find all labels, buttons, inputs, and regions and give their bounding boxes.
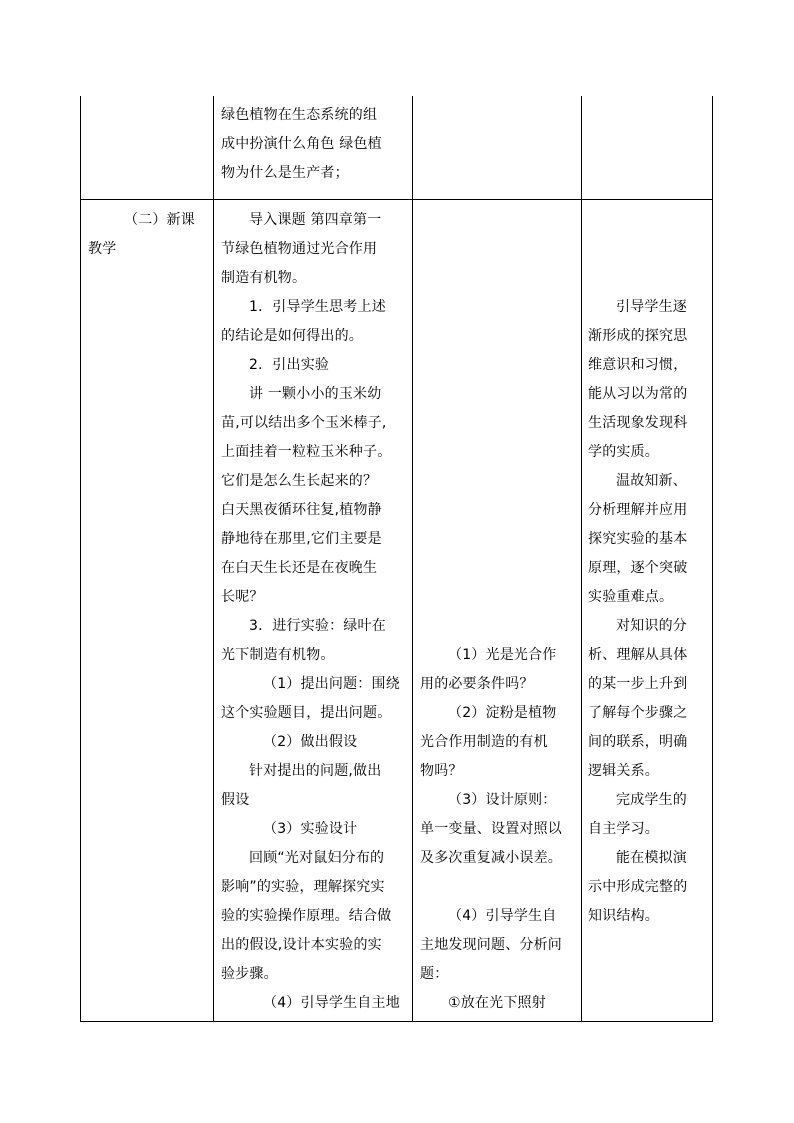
student-line: 主地发现问题、分析问 [420, 937, 562, 953]
table-border-bottom [80, 1021, 713, 1022]
stage-line: 教学 [88, 241, 117, 257]
student-line: 物吗？ [420, 763, 463, 779]
teacher-line: （3）实验设计 [263, 821, 358, 837]
intent-line: 分析理解并应用 [588, 502, 688, 518]
intent-line: 渐形成的探究思 [588, 328, 688, 344]
teacher-line: 静地待在那里,它们主要是 [221, 531, 382, 547]
stage-cell [88, 206, 195, 264]
teacher-line: 影响”的实验，理解探究实 [221, 879, 385, 895]
student-line: ①放在光下照射 [448, 995, 546, 1011]
intent-line: 了解每个步骤之 [588, 705, 688, 721]
intent-line: 能从习以为常的 [588, 386, 688, 402]
intent-line: 知识结构。 [588, 908, 659, 924]
intent-line: 对知识的分 [616, 618, 687, 634]
student-line: （1）光是光合作 [448, 647, 557, 663]
teacher-line: 苗,可以结出多个玉米棒子, [221, 415, 387, 431]
intent-line: 的某一步上升到 [588, 676, 688, 692]
intent-line: 学的实质。 [588, 444, 659, 460]
teacher-line: 长呢？ [221, 589, 264, 605]
stage-line: （二）新课 [124, 212, 195, 228]
intent-line: 原理，逐个突破 [588, 560, 688, 576]
design-intent-cell [588, 293, 687, 931]
intent-line: 完成学生的 [616, 792, 687, 808]
intent-line: 维意识和习惯， [588, 357, 688, 373]
teacher-line: 这个实验题目，提出问题。 [221, 705, 392, 721]
intent-line: 实验重难点。 [588, 589, 674, 605]
teacher-line: 在白天生长还是在夜晚生 [221, 560, 378, 576]
teacher-line: 假设 [221, 792, 250, 808]
teacher-line: 上面挂着一粒粒玉米种子。 [221, 444, 392, 460]
teacher-line: 的结论是如何得出的。 [221, 328, 363, 344]
intent-line: 析、理解从具体 [588, 647, 688, 663]
student-line: （3）设计原则： [448, 792, 557, 808]
table-border-right [712, 96, 713, 1022]
teacher-line: 回顾“光对鼠妇分布的 [249, 850, 385, 866]
content-line: 成中扮演什么角色 绿色植 [221, 136, 382, 152]
teacher-line: 光下制造有机物。 [221, 647, 335, 663]
top-row-content-cell [221, 101, 382, 188]
teacher-line: 白天黑夜循环往复,植物静 [221, 502, 382, 518]
intent-line: 温故知新、 [616, 473, 687, 489]
teacher-line: 验步骤。 [221, 966, 278, 982]
row-divider [80, 199, 713, 200]
teacher-line: 讲 一颗小小的玉米幼 [249, 386, 382, 402]
intent-line: 间的联系，明确 [588, 734, 688, 750]
intent-line: 能在模拟演 [616, 850, 687, 866]
teacher-line: 针对提出的问题,做出 [249, 763, 382, 779]
student-line: 及多次重复减小误差。 [420, 850, 562, 866]
intent-line: 引导学生逐 [616, 299, 687, 315]
column-divider-2 [412, 96, 413, 1022]
intent-line: 探究实验的基本 [588, 531, 688, 547]
intent-line: 自主学习。 [588, 821, 659, 837]
teacher-line: 2．引出实验 [249, 357, 330, 373]
column-divider-1 [213, 96, 214, 1022]
spacer [420, 873, 562, 902]
teacher-line: 节绿色植物通过光合作用 [221, 241, 378, 257]
content-line: 绿色植物在生态系统的组 [221, 107, 378, 123]
teacher-line: （4）引导学生自主地 [263, 995, 400, 1011]
student-line: 光合作用制造的有机 [420, 734, 548, 750]
teacher-line: （2）做出假设 [263, 734, 358, 750]
column-divider-3 [581, 96, 582, 1022]
intent-line: 逻辑关系。 [588, 763, 659, 779]
intent-line: 生活现象发现科 [588, 415, 688, 431]
teacher-line: 它们是怎么生长起来的？ [221, 473, 378, 489]
student-activity-cell [420, 641, 562, 1018]
teacher-line: 验的实验操作原理。结合做 [221, 908, 392, 924]
teacher-line: 出的假设,设计本实验的实 [221, 937, 382, 953]
teacher-activity-cell [221, 206, 400, 1018]
intent-line: 示中形成完整的 [588, 879, 688, 895]
teacher-line: （1）提出问题：围绕 [263, 676, 400, 692]
content-line: 物为什么是生产者； [221, 165, 349, 181]
student-line: （2）淀粉是植物 [448, 705, 557, 721]
teacher-line: 导入课题 第四章第一 [249, 212, 382, 228]
student-line: 用的必要条件吗？ [420, 676, 534, 692]
teacher-line: 1．引导学生思考上述 [249, 299, 386, 315]
student-line: 题： [420, 966, 449, 982]
student-line: 单一变量、设置对照以 [420, 821, 562, 837]
student-line: （4）引导学生自 [448, 908, 557, 924]
table-border-left [80, 96, 81, 1022]
teacher-line: 3．进行实验：绿叶在 [249, 618, 386, 634]
teacher-line: 制造有机物。 [221, 270, 307, 286]
